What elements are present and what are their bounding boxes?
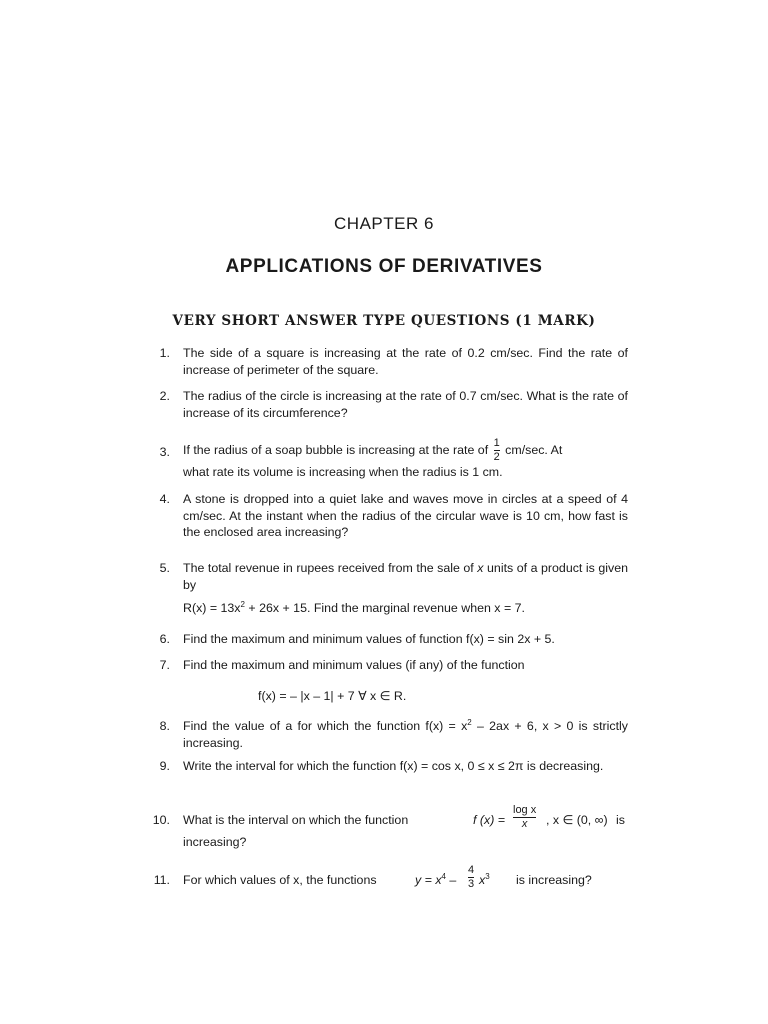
question-number: 9. — [159, 759, 170, 773]
document-page: CHAPTER 6 APPLICATIONS OF DERIVATIVES VERY SHORT ANSWER TYPE QUESTIONS (1 MARK) 1. The side of a square is increasing at the rate of 0.2 cm/sec. Find the rate of increase of perimeter of the square. 2. The radius of the circle is increasing at the rate of 0.7 cm/sec. What is the rate of increase of its circumference? 3. If the radius of a soap bubble is increasing at the rate of $\frac{1}{2}$ cm/sec. At what rate its volume is increasing when the radius is 1 cm. 4. A stone is dropped into a quiet lake and waves move in circles at a speed of 4 cm/sec. At the instant when the radius of the circular wave is 10 cm, how fast is the enclosed area increasing? 5. The total revenue in rupees received from the sale of x units of a product is given by $R(x) = 13x^2 + 26x + 15$. Find the marginal revenue when x = 7. 6. Find the maximum and minimum values of function f(x) = sin 2x + 5. 7. Find the maximum and minimum values (if any) of the function f(x) = – |x – 1| + 7 ∀ x ∈ R. 8. Find the value of a for which the function $f(x) = x^2 - 2ax + 6$, x > 0 is strictly increasing. 9. Write the interval for which the function f(x) = cos x, 0 ≤ x ≤ 2π is decreasing. 10. What is the interval on which the function f (x) = $\frac{\text{log x}}{x}$ , x ∈ (0, ∞) is increasing? 11. For which values of x, the functions $y = x^4$ – $\frac{4}{3}$ $x^3$ is increasing? — [0, 0, 768, 1024]
question-number: 7. — [159, 658, 170, 672]
question-text: The radius of the circle is increasing at the rate of 0.7 cm/sec. What is the rate of increase of its circumference? — [183, 389, 628, 420]
fraction: $\frac{1}{2}$ — [493, 437, 500, 463]
question-text: Find the maximum and minimum values (if any) of the function — [183, 658, 525, 672]
chapter-label: CHAPTER 6 — [334, 214, 434, 233]
question-number: 8. — [159, 719, 170, 733]
page-title: APPLICATIONS OF DERIVATIVES — [225, 256, 543, 277]
question-number: 10. — [152, 813, 170, 827]
question-number: 11. — [153, 873, 170, 887]
question-text: The total revenue in rupees received from the sale of x units of a product is given by $R(x) = 13x^2 + 26x + 15$. Find the marginal revenue when x = 7. — [183, 561, 628, 615]
question-number: 4. — [159, 492, 170, 506]
question-text: Write the interval for which the function f(x) = cos x, 0 ≤ x ≤ 2π is decreasing. — [183, 759, 604, 773]
section-heading: VERY SHORT ANSWER TYPE QUESTIONS (1 MARK) — [172, 313, 596, 329]
question-number: 1. — [159, 346, 170, 360]
question-text: The side of a square is increasing at the rate of 0.2 cm/sec. Find the rate of increase of perimeter of the square. — [183, 346, 628, 377]
question-text: What is the interval on which the function f (x) = $\frac{\text{log x}}{x}$ , x ∈ (0, ∞) is increasing? — [183, 804, 625, 849]
fraction: $\frac{4}{3}$ — [468, 864, 475, 890]
formula: f(x) = – |x – 1| + 7 ∀ x ∈ R. — [258, 689, 407, 703]
question-number: 3. — [159, 445, 170, 459]
fraction: $\frac{\text{log x}}{x}$ — [513, 804, 537, 830]
question-number: 5. — [159, 561, 170, 575]
question-text: Find the value of a for which the function $f(x) = x^2 - 2ax + 6$, x > 0 is strictly increasing. — [183, 717, 628, 750]
question-text: If the radius of a soap bubble is increasing at the rate of $\frac{1}{2}$ cm/sec. At what rate its volume is increasing when the radius is 1 cm. — [183, 437, 563, 479]
question-number: 6. — [159, 632, 170, 646]
question-text: Find the maximum and minimum values of function f(x) = sin 2x + 5. — [183, 632, 555, 646]
question-text: A stone is dropped into a quiet lake and waves move in circles at a speed of 4 cm/sec. At the instant when the radius of the circular wave is 10 cm, how fast is the enclosed area increasing? — [183, 492, 628, 539]
question-number: 2. — [159, 389, 170, 403]
